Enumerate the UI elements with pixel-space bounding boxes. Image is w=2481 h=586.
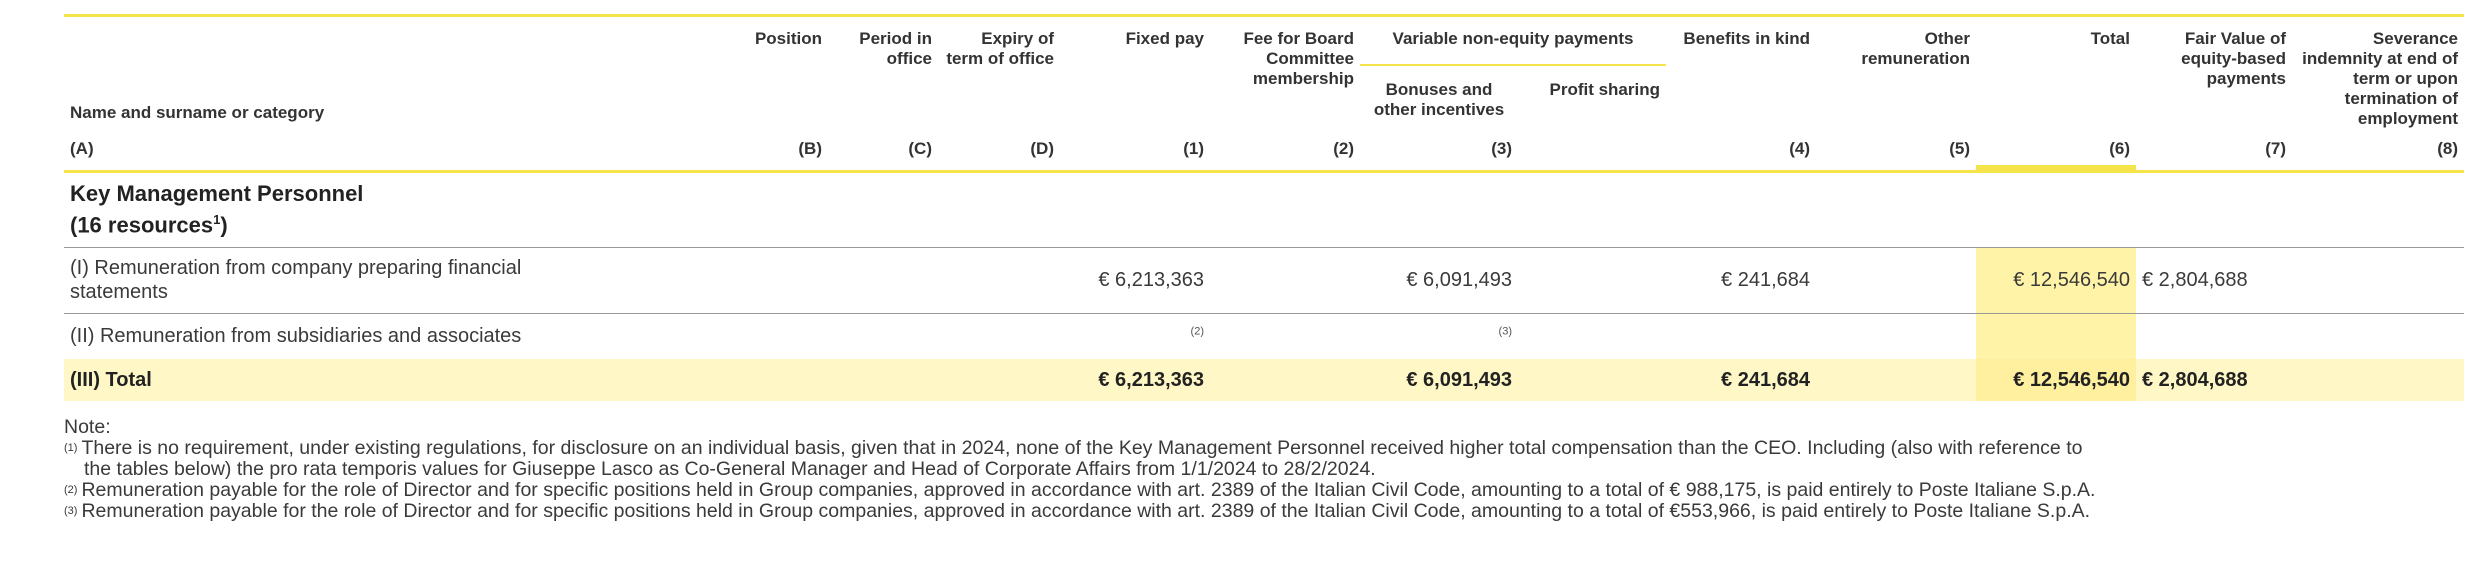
code-a: (A)	[64, 129, 660, 171]
code-5: (5)	[1816, 129, 1976, 171]
header-profit: Profit sharing	[1549, 80, 1660, 99]
cell-total: € 12,546,540	[1976, 359, 2136, 401]
code-4: (4)	[1666, 129, 1816, 171]
header-total: Total	[2090, 29, 2130, 48]
header-fee-board: Fee for Board Committee membership	[1243, 29, 1354, 88]
row-label: (III) Total	[64, 359, 660, 401]
note-3-text: Remuneration payable for the role of Director and for specific positions held in Group companies, approved in accordance with art. 2389 of the Italian Civil Code, amounting to a total of €553,966, is paid entirely to Poste Italiane S.p.A.	[81, 500, 2091, 522]
cell-bonuses: € 6,091,493	[1360, 359, 1518, 401]
section-title: Key Management Personnel	[70, 180, 364, 206]
header-period: Period in office	[859, 29, 932, 68]
section-subtitle-prefix: (16 resources	[70, 212, 214, 238]
cell-fixed-pay: € 6,213,363	[1060, 359, 1210, 401]
row-label: (II) Remuneration from subsidiaries and associates	[70, 324, 522, 347]
cell-fair-value: € 2,804,688	[2136, 359, 2292, 401]
section-subtitle	[70, 207, 2458, 238]
note-1	[64, 438, 2464, 459]
note-1-marker: (1)	[64, 442, 78, 454]
table-row-company	[64, 247, 2464, 313]
table-row-subsidiaries	[64, 313, 2464, 359]
header-name: Name and surname or category	[70, 103, 325, 122]
note-3	[64, 501, 2464, 522]
note-3-marker: (3)	[64, 505, 78, 517]
code-1: (1)	[1060, 129, 1210, 171]
note-2-marker: (2)	[64, 484, 78, 496]
note-1-text-line2: the tables below) the pro rata temporis values for Giuseppe Lasco as Co-General Manager and Head of Corporate Affairs from 1/1/2024 to 28/2/2024.	[84, 458, 1376, 480]
cell-bonuses: € 6,091,493	[1360, 247, 1518, 313]
cell-benefits: € 241,684	[1666, 247, 1816, 313]
header-benefits: Benefits in kind	[1683, 29, 1810, 48]
code-8: (8)	[2292, 129, 2464, 171]
code-d: (D)	[938, 129, 1060, 171]
note-2	[64, 480, 2464, 501]
header-severance: Severance indemnity at end of term or upon termination of employment	[2302, 29, 2458, 128]
cell-benefits: € 241,684	[1666, 359, 1816, 401]
section-row	[64, 171, 2464, 247]
header-bonuses: Bonuses and other incentives	[1373, 80, 1505, 119]
code-3-blank	[1518, 129, 1666, 171]
header-variable-group: Variable non-equity payments	[1360, 17, 1666, 65]
note-2-text: Remuneration payable for the role of Director and for specific positions held in Group companies, approved in accordance with art. 2389 of the Italian Civil Code, amounting to a total of € 988,175, is paid entirely to Poste Italiane S.p.A.	[81, 479, 2096, 501]
table-header	[64, 17, 2464, 129]
notes	[64, 417, 2464, 522]
cell-fixed-pay: € 6,213,363	[1060, 247, 1210, 313]
cell-total-empty	[1976, 313, 2136, 359]
footnote-ref-3: (3)	[1498, 325, 1512, 338]
table-row-total	[64, 359, 2464, 401]
header-position: Position	[754, 29, 822, 48]
section-subtitle-suffix: )	[220, 212, 228, 238]
code-6: (6)	[1976, 129, 2136, 171]
code-c: (C)	[828, 129, 938, 171]
section-subtitle-footnote: 1	[213, 211, 221, 227]
header-fair-value: Fair Value of equity-based payments	[2181, 29, 2286, 88]
column-codes-row	[64, 129, 2464, 171]
cell-fair-value: € 2,804,688	[2136, 247, 2292, 313]
cell-total: € 12,546,540	[1976, 247, 2136, 313]
code-7: (7)	[2136, 129, 2292, 171]
header-fixed-pay: Fixed pay	[1125, 29, 1204, 48]
code-b: (B)	[660, 129, 828, 171]
note-1-text-line1: There is no requirement, under existing regulations, for disclosure on an individual basis, given that in 2024, none of the Key Management Personnel received higher total compensation than the CEO. Including (also with reference to	[81, 437, 2083, 459]
header-expiry: Expiry of term of office	[946, 29, 1054, 68]
remuneration-table	[64, 17, 2464, 401]
footnote-ref-2: (2)	[1190, 325, 1204, 338]
code-2: (2)	[1210, 129, 1360, 171]
header-other: Other remuneration	[1861, 29, 1970, 68]
code-3: (3)	[1360, 129, 1518, 171]
notes-heading: Note:	[64, 416, 111, 438]
row-label: (I) Remuneration from company preparing financial statements	[64, 247, 660, 313]
